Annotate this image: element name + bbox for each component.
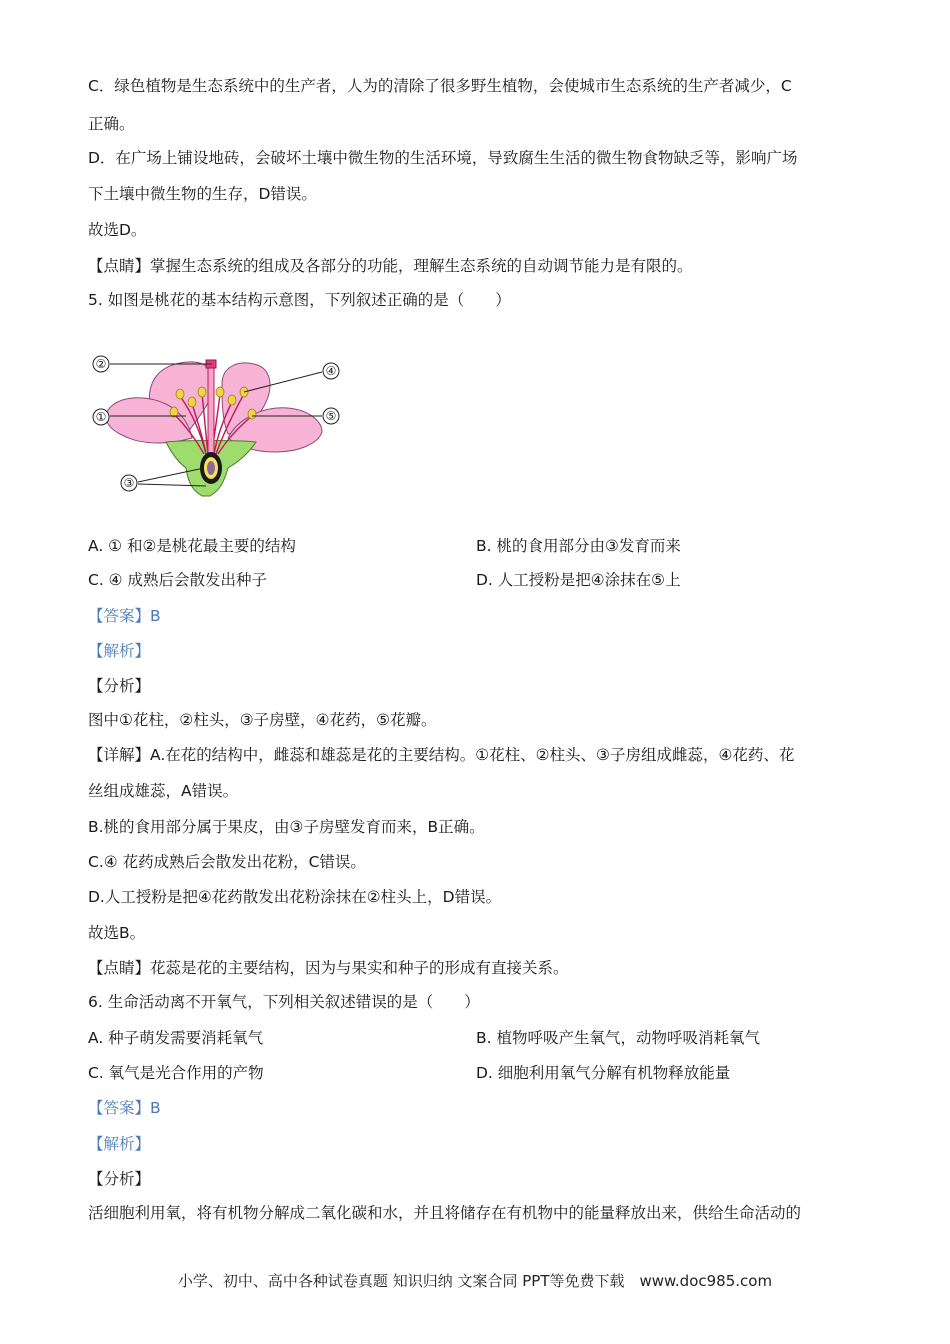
q5-choose: 故选B。	[88, 924, 146, 942]
q4-option-d-line2: 下土壤中微生物的生存，D错误。	[88, 185, 317, 203]
figure-label-2: ②	[95, 357, 107, 371]
q4-option-d-line1: D．在广场上铺设地砖，会破坏土壤中微生物的生活环境，导致腐生生活的微生物食物缺乏等，影响广场	[88, 149, 798, 167]
q6-question: 6. 生命活动离不开氧气，下列相关叙述错误的是（ ）	[88, 993, 480, 1011]
q5-answer: 【答案】B	[88, 607, 161, 625]
q5-question: 5. 如图是桃花的基本结构示意图，下列叙述正确的是（ ）	[88, 291, 511, 309]
q6-option-b: B. 植物呼吸产生氧气，动物呼吸消耗氧气	[476, 1029, 760, 1047]
q6-option-d: D. 细胞利用氧气分解有机物释放能量	[476, 1064, 731, 1082]
q5-detail-line2: 丝组成雄蕊，A错误。	[88, 782, 239, 800]
q4-choose: 故选D。	[88, 221, 147, 239]
q5-detail-c: C.④ 花药成熟后会散发出花粉，C错误。	[88, 853, 366, 871]
q5-option-c: C. ④ 成熟后会散发出种子	[88, 571, 267, 589]
q4-option-c-line2: 正确。	[88, 115, 135, 133]
q5-option-d: D. 人工授粉是把④涂抹在⑤上	[476, 571, 681, 589]
q5-detail-b: B.桃的食用部分属于果皮，由③子房壁发育而来，B正确。	[88, 818, 485, 836]
q6-answer: 【答案】B	[88, 1099, 161, 1117]
q6-analysis-tag: 【解析】	[88, 1135, 151, 1153]
q6-fenxi-tag: 【分析】	[88, 1170, 151, 1188]
q5-analysis-tag: 【解析】	[88, 642, 151, 660]
page-footer: 小学、初中、高中各种试卷真题 知识归纳 文案合同 PPT等免费下载 www.doc985.com	[177, 1272, 773, 1290]
figure-label-4: ④	[325, 364, 337, 378]
q5-option-a: A. ① 和②是桃花最主要的结构	[88, 537, 296, 555]
q5-option-b: B. 桃的食用部分由③发育而来	[476, 537, 681, 555]
q6-option-a: A. 种子萌发需要消耗氧气	[88, 1029, 264, 1047]
q5-fenxi-tag: 【分析】	[88, 677, 151, 695]
q6-fenxi: 活细胞利用氧，将有机物分解成二氧化碳和水，并且将储存在有机物中的能量释放出来，供给生命活动的	[88, 1204, 802, 1222]
q4-option-c-line1: C．绿色植物是生态系统中的生产者，人为的清除了很多野生植物，会使城市生态系统的生产者减少，C	[88, 77, 792, 95]
q6-option-c: C. 氧气是光合作用的产物	[88, 1064, 264, 1082]
figure-label-5: ⑤	[325, 409, 337, 423]
figure-label-3: ③	[123, 476, 135, 490]
q4-tip: 【点睛】掌握生态系统的组成及各部分的功能，理解生态系统的自动调节能力是有限的。	[88, 257, 693, 275]
q5-detail-line1: 【详解】A.在花的结构中，雌蕊和雄蕊是花的主要结构。①花柱、②柱头、③子房组成雌蕊，④花药、花	[88, 746, 795, 764]
peach-flower-diagram	[88, 350, 350, 508]
q5-fenxi: 图中①花柱，②柱头，③子房壁，④花药，⑤花瓣。	[88, 711, 437, 729]
q5-tip: 【点睛】花蕊是花的主要结构，因为与果实和种子的形成有直接关系。	[88, 959, 569, 977]
figure-label-1: ①	[95, 410, 107, 424]
q5-detail-d: D.人工授粉是把④花药散发出花粉涂抹在②柱头上，D错误。	[88, 888, 502, 906]
